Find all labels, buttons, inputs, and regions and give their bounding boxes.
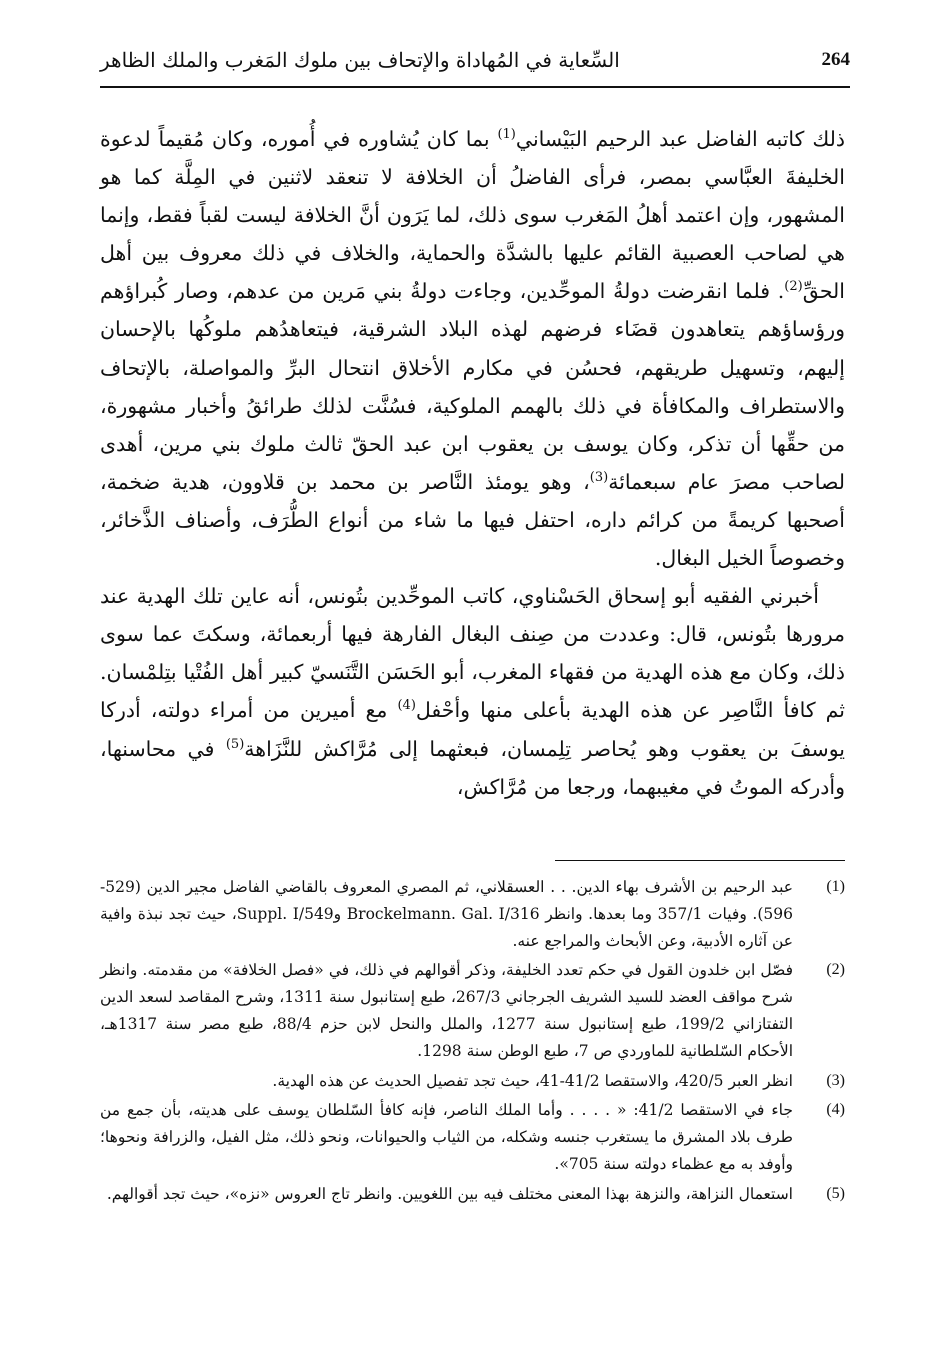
footnote-number: (1) (826, 878, 845, 895)
paragraph-1 (100, 120, 845, 577)
footnote-ref-3[interactable]: (3) (589, 470, 609, 486)
text-run: ذلك كاتبه الفاضل عبد الرحيم البَيْساني (515, 127, 845, 151)
footnote-number: (3) (826, 1071, 845, 1089)
footnote-number: (4) (826, 1101, 845, 1119)
footnote-5 (100, 1181, 845, 1208)
text-run: أخبرني الفقيه أبو إسحاق الحَسْناوي، كاتب الموحِّدين بتُونس، أنه عاين تلك الهدية عند مرورها بتُونس، قال: وعددت من صِنف البغال الفارهة فيها أربعمائة، وسكتَ عما سوى ذلك، وكان مع هذه الهدية من فقهاء المغرب، أبو الحَسَن التَّنَسيّ كبير أهل الفُتْيا بتِلمْسان. ثم كافأ النَّاصِر عن هذه الهدية بأعلى منها وأحْفل (100, 584, 845, 723)
main-text (100, 120, 845, 806)
header-rule (100, 86, 850, 88)
footnote-text: فصّل ابن خلدون القول في حكم تعدد الخليفة، وذكر أقوالهم في ذلك، في «فصل الخلافة» من مقدمته. وانظر شرح مواقف العضد للسيد الشريف الجرجاني 267/3، طبع إستانبول سنة 1311، وشرح المقاصد لسعد الدين التفتازاني 199/2، طبع إستانبول سنة 1277، والملل والنحل لابن حزم 88/4، طبع مصر سنة 1317هـ، الأحكام السّلطانية للماوردي ص 7، طبع الوطن سنة 1298. (100, 961, 794, 1060)
footnotes (100, 874, 845, 1211)
footnote-4 (100, 1097, 845, 1177)
footnote-number: (2) (826, 961, 845, 979)
footnote-3 (100, 1068, 845, 1095)
footnote-2 (100, 957, 845, 1064)
text-run: ، وهو يومئذ النَّاصر بن محمد بن قلاوون، هدية ضخمة، أصحبها كريمةً من كرائم داره، احتفل فيها ما شاء من أنواع الطُّرَف، وأصناف الذَّخائر، وخصوصاً الخيل البغال. (100, 469, 845, 571)
running-title: السِّعاية في المُهاداة والإتحاف بين ملوك المَغرب والملك الظاهر (100, 48, 620, 72)
footnote-text: جاء في الاستقصا 41/2: « . . . . وأما الملك الناصر، فإنه كافأ السّلطان يوسف على هديته، بأن جمع من طرف بلاد المشرق ما يستغرب جنسه وشكله، من الثياب والحيوانات، ونحو ذلك، مثل الفيل، والزرافة ونحوها؛ وأوفد به مع عظماء دولته سنة 705». (100, 1101, 793, 1173)
footnote-text: استعمال النزاهة، والنزهة بهذا المعنى مختلف فيه بين اللغويين. وانظر تاج العروس «نزه»، حيث تجد أقوالهم. (106, 1184, 793, 1203)
footnote-rule (555, 860, 845, 861)
running-head (100, 40, 850, 80)
footnote-ref-5[interactable]: (5) (225, 736, 245, 752)
footnote-ref-4[interactable]: (4) (397, 698, 416, 714)
footnote-number: (5) (826, 1184, 845, 1202)
text-run: في محاسنها، وأدركه الموتُ في مغيبهما، ورجعا من مُرَّاكش، (100, 736, 845, 799)
footnote-text: عبد الرحيم بن الأشرف بهاء الدين. . . العسقلاني، ثم المصري المعروف بالقاضي الفاضل مجير الدين (529-596). وفيات 357/1 وما بعدها. وانظر Brockelmann. Gal. I/316 وSuppl. I/549، حيث تجد نبذة وافية عن آثاره الأدبية، وعن الأبحاث والمراجع عنه. (100, 878, 793, 950)
footnote-text: انظر العبر 420/5، والاستقصا 41/2-41، حيث تجد تفصيل الحديث عن هذه الهدية. (272, 1071, 793, 1090)
text-run: بما كان يُشاوره في أُموره، وكان مُقيماً لدعوة الخليفةَ العبَّاسي بمصر، فرأى الفاضلُ أن الخلافة لا تنعقد لاثنين في المِلَّة كما هو المشهور، وإن اعتمد أهلُ المَغرب سوى ذلك، لما يَرَون أنَّ الخلافة ليست لقباً فقط، وإنما هي لصاحب العصبية القائم عليها بالشدَّة والحماية، والخلاف في ذلك معروف بين أهل الحقِّ (100, 127, 845, 304)
footnote-ref-2[interactable]: (2) (784, 279, 803, 295)
text-run: مع أميرين من أمراء دولته، أدركا يوسفَ بن يعقوب وهو يُحاصر تِلِمسان، فبعثهما إلى مُرَّاكش للنَّزَاهة (100, 698, 845, 761)
footnote-1 (100, 874, 845, 954)
text-run: . فلما انقرضت دولةُ الموحِّدين، وجاءت دولةُ بني مَرين من عدهم، وصار كُبراؤهم ورؤساؤهم يتعاهدون قضَاء فرضهم لهذه البلاد الشرقية، فيتعاهدُهم ملوكُها بالإحسان إليهم، وتسهيل طريقهم، فحسُن في مكارم الأخلاق انتحال البرِّ والمواصلة، بالإتحاف والاستطراف والمكافأة في ذلك بالهمم الملوكية، فسُنَّت لذلك طرائقُ وأخبار مشهورة، من حقِّها أن تذكر، وكان يوسف بن يعقوب ابن عبد الحقّ ثالث ملوك بني مرين، أهدى لصاحب مصرَ عام سبعمائة (100, 279, 845, 494)
paragraph-2 (100, 577, 845, 806)
page-number: 264 (821, 49, 850, 70)
footnote-ref-1[interactable]: (1) (497, 127, 516, 143)
